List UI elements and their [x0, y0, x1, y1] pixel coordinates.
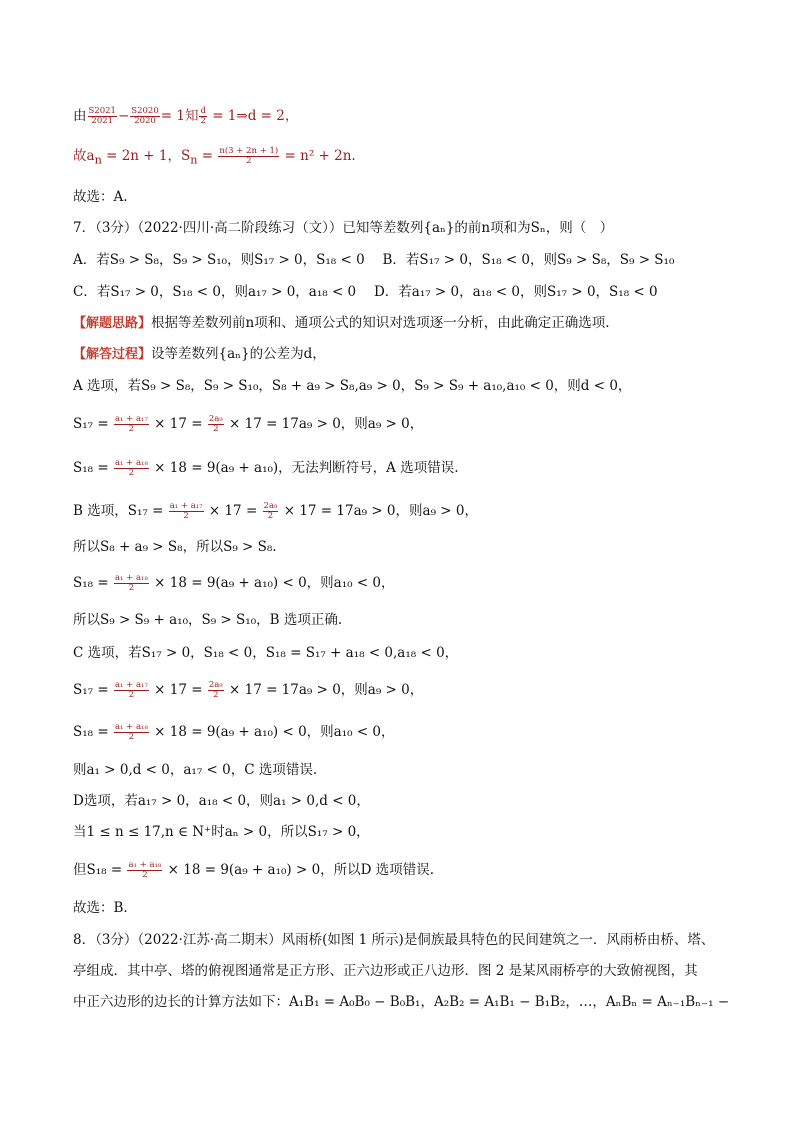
frac-den: 2	[128, 690, 135, 700]
fraction-s2021	[88, 107, 117, 126]
math-text: × 17 = 17a₉ > 0，则a₉ > 0，	[224, 682, 424, 698]
frac-num: d	[200, 106, 206, 116]
option-a-line-3	[73, 458, 734, 478]
option-b-line-2: 所以S₈ + a₉ > S₈，所以S₉ > S₈.	[73, 539, 277, 555]
frac-num: a₁ + a₁₈	[114, 722, 148, 732]
math-text: = n² + 2n.	[280, 148, 356, 164]
math-text: × 17 =	[149, 416, 207, 432]
frac-den: 2	[213, 424, 219, 434]
answer-line-7: 故选：B.	[73, 900, 128, 916]
math-text: 故a	[73, 148, 95, 164]
frac-den: 2	[267, 511, 274, 521]
frac-den: 2	[128, 468, 135, 478]
frac-num: S2020	[131, 106, 159, 116]
frac-den: 2	[128, 424, 135, 434]
math-text: S₁₈ =	[73, 460, 113, 476]
question-7-options-ab: A．若S₉ > S₈，S₉ > S₁₀，则S₁₇ > 0，S₁₈ < 0 B．若S₁₇ > 0，S₁₈ < 0，则S₉ > S₈，S₉ > S₁₀	[73, 252, 675, 268]
math-sub: n	[190, 153, 198, 167]
fraction	[127, 861, 162, 880]
math-text: × 17 = 17a₉ > 0，则a₉ > 0，	[224, 416, 424, 432]
math-text: × 18 = 9(a₉ + a₁₀) < 0，则a₁₀ < 0，	[149, 575, 395, 591]
fraction	[114, 574, 149, 593]
option-c-line-4: 则a₁ > 0,d < 0，a₁₇ < 0，C 选项错误.	[73, 762, 318, 778]
frac-den: 2020	[134, 116, 156, 126]
idea-tag: 【解题思路】	[73, 316, 152, 331]
frac-num: S2021	[88, 106, 116, 116]
frac-num: 2a₉	[208, 680, 223, 690]
question-8-line-1: 8．（3分）（2022·江苏·高二期末）风雨桥(如图 1 所示)是侗族最具特色的民间建筑之一．风雨桥由桥、塔、	[73, 932, 715, 948]
math-text: 但S₁₈ =	[73, 862, 127, 878]
option-c-line-3	[73, 722, 734, 742]
process-text: 设等差数列{aₙ}的公差为d，	[151, 346, 326, 362]
option-a-line-1: A 选项，若S₉ > S₈，S₉ > S₁₀，S₈ + a₉ > S₈,a₉ > 0，S₉ > S₉ + a₁₀,a₁₀ < 0，则d < 0，	[73, 378, 632, 394]
question-7-options-cd: C．若S₁₇ > 0，S₁₈ < 0，则a₁₇ > 0，a₁₈ < 0 D．若a₁₇ > 0，a₁₈ < 0，则S₁₇ > 0，S₁₈ < 0	[73, 284, 658, 300]
solution-idea	[73, 313, 734, 334]
frac-den: 2	[142, 870, 148, 880]
frac-num: a₁ + a₁₇	[114, 414, 148, 424]
fraction	[114, 415, 149, 434]
frac-den: 2	[128, 583, 135, 593]
frac-den: 2	[200, 116, 206, 126]
option-a-line-2	[73, 414, 734, 434]
math-text: S₁₈ =	[73, 575, 113, 591]
fraction-sn	[218, 147, 279, 166]
option-d-line-3	[73, 860, 734, 880]
math-text: = 1知	[160, 108, 199, 124]
frac-den: 2	[246, 156, 252, 166]
frac-num: a₁ + a₁₈	[114, 458, 148, 468]
frac-num: 2a₉	[263, 501, 278, 511]
math-text: × 17 =	[204, 503, 262, 519]
fraction	[114, 681, 149, 700]
math-text: × 17 =	[149, 682, 207, 698]
fraction-d-over-2	[199, 107, 206, 126]
math-sub: n	[94, 153, 102, 167]
frac-den: 2	[213, 690, 219, 700]
option-c-line-1: C 选项，若S₁₇ > 0，S₁₈ < 0，S₁₈ = S₁₇ + a₁₈ < 0,a₁₈ < 0，	[73, 645, 459, 661]
idea-text: 根据等差数列前n项和、通项公式的知识对选项逐一分析，由此确定正确选项.	[151, 315, 610, 331]
option-d-line-1: D选项，若a₁₇ > 0，a₁₈ < 0，则a₁ > 0,d < 0，	[73, 793, 370, 809]
frac-num: a₁ + a₁₈	[114, 573, 148, 583]
question-7-stem: 7．（3分）（2022·四川·高二阶段练习（文））已知等差数列{aₙ}的前n项和为Sₙ，则（ ）	[73, 220, 614, 236]
fraction	[208, 681, 224, 700]
fraction-s2020	[130, 107, 159, 126]
frac-num: a₁ + a₁₇	[114, 680, 148, 690]
math-text: S₁₇ =	[73, 682, 113, 698]
frac-num: a₁ + a₁₇	[169, 501, 203, 511]
process-tag: 【解答过程】	[73, 347, 152, 362]
math-text: = 2n + 1，S	[101, 148, 191, 164]
minus-sign: −	[117, 108, 130, 124]
answer-line-6: 故选：A.	[73, 189, 128, 205]
frac-num: 2a₉	[208, 414, 223, 424]
fraction	[208, 415, 224, 434]
question-8-line-3: 中正六边形的边长的计算方法如下：A₁B₁ = A₀B₀ − B₀B₁，A₂B₂ = A₁B₁ − B₁B₂，…，AₙBₙ = Aₙ₋₁Bₙ₋₁ −	[73, 994, 730, 1010]
solution-line-2	[73, 146, 734, 171]
option-d-line-2: 当1 ≤ n ≤ 17,n ∈ N⁺时aₙ > 0，所以S₁₇ > 0，	[73, 824, 370, 840]
option-b-line-4: 所以S₉ > S₉ + a₁₀，S₉ > S₁₀，B 选项正确.	[73, 612, 343, 628]
fraction	[114, 459, 149, 478]
solution-process	[73, 344, 734, 365]
fraction	[263, 502, 279, 521]
math-text: S₁₈ =	[73, 724, 113, 740]
math-text: × 18 = 9(a₉ + a₁₀) > 0，所以D 选项错误.	[163, 862, 435, 878]
math-text: = 1⇒d = 2，	[207, 108, 299, 124]
fraction	[169, 502, 204, 521]
solution-line-1	[73, 106, 734, 126]
frac-num: n(3 + 2n + 1)	[219, 146, 279, 156]
math-text: × 17 = 17a₉ > 0，则a₉ > 0，	[279, 503, 478, 519]
frac-den: 2021	[91, 116, 114, 126]
math-text: × 18 = 9(a₉ + a₁₀) < 0，则a₁₀ < 0，	[149, 724, 395, 740]
frac-num: a₁ + a₁₈	[128, 860, 162, 870]
text-prefix: 由	[73, 108, 87, 124]
frac-den: 2	[128, 732, 135, 742]
math-text: × 18 = 9(a₉ + a₁₀)，无法判断符号，A 选项错误.	[149, 460, 459, 476]
option-b-line-3	[73, 573, 734, 593]
fraction	[114, 723, 149, 742]
option-c-line-2	[73, 680, 734, 700]
option-b-line-1	[73, 501, 734, 521]
math-text: S₁₇ =	[73, 416, 113, 432]
question-8-line-2: 亭组成．其中亭、塔的俯视图通常是正方形、正六边形或正八边形．图 2 是某风雨桥亭的大致俯视图，其	[73, 963, 698, 979]
math-text: B 选项，S₁₇ =	[73, 503, 168, 519]
math-text: =	[197, 148, 218, 164]
frac-den: 2	[183, 511, 189, 521]
